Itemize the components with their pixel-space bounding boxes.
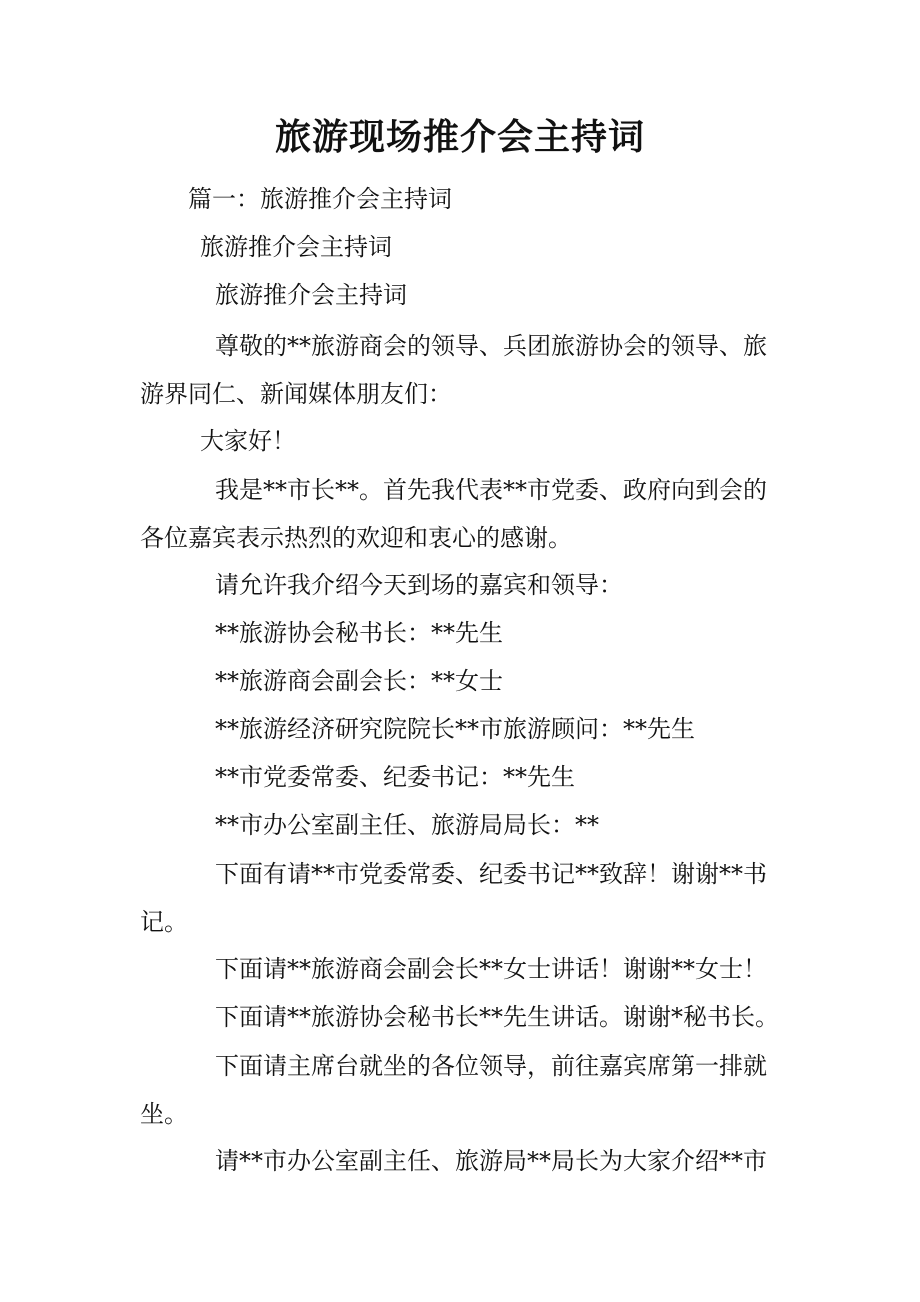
document-title: 旅游现场推介会主持词 <box>274 116 645 158</box>
paragraph-speech: 下面请**旅游商会副会长**女士讲话！谢谢**女士！ <box>215 955 767 983</box>
guest-list-item: **市党委常委、纪委书记：**先生 <box>215 763 575 791</box>
paragraph-text: 下面请主席台就坐的各位领导，前往嘉宾席第一排就坐。 <box>140 1052 767 1128</box>
paragraph-welcome <box>140 466 790 562</box>
paragraph-text: 尊敬的**旅游商会的领导、兵团旅游协会的领导、旅游界同仁、新闻媒体朋友们： <box>140 332 767 408</box>
guest-list-item: **市办公室副主任、旅游局局长：** <box>215 811 599 839</box>
paragraph-hello: 大家好！ <box>200 427 296 455</box>
guest-list-item: **旅游经济研究院院长**市旅游顾问：**先生 <box>215 715 695 743</box>
paragraph-text: 我是**市长**。首先我代表**市党委、政府向到会的各位嘉宾表示热烈的欢迎和衷心的感谢。 <box>140 476 767 552</box>
paragraph-introduction: 请允许我介绍今天到场的嘉宾和领导： <box>215 571 623 599</box>
paragraph-seating <box>140 1042 790 1138</box>
paragraph-section-heading: 篇一：旅游推介会主持词 <box>188 185 452 213</box>
paragraph-speech <box>140 850 790 946</box>
paragraph-speech: 下面请**旅游协会秘书长**先生讲话。谢谢*秘书长。 <box>215 1003 779 1031</box>
paragraph-text: 下面有请**市党委常委、纪委书记**致辞！谢谢**书记。 <box>140 860 767 936</box>
paragraph-greeting <box>140 322 790 418</box>
paragraph-subtitle: 旅游推介会主持词 <box>215 281 407 309</box>
guest-list-item: **旅游商会副会长：**女士 <box>215 667 503 695</box>
guest-list-item: **旅游协会秘书长：**先生 <box>215 619 503 647</box>
paragraph-subtitle: 旅游推介会主持词 <box>200 233 392 261</box>
paragraph-speech: 请**市办公室副主任、旅游局**局长为大家介绍**市 <box>215 1147 767 1175</box>
